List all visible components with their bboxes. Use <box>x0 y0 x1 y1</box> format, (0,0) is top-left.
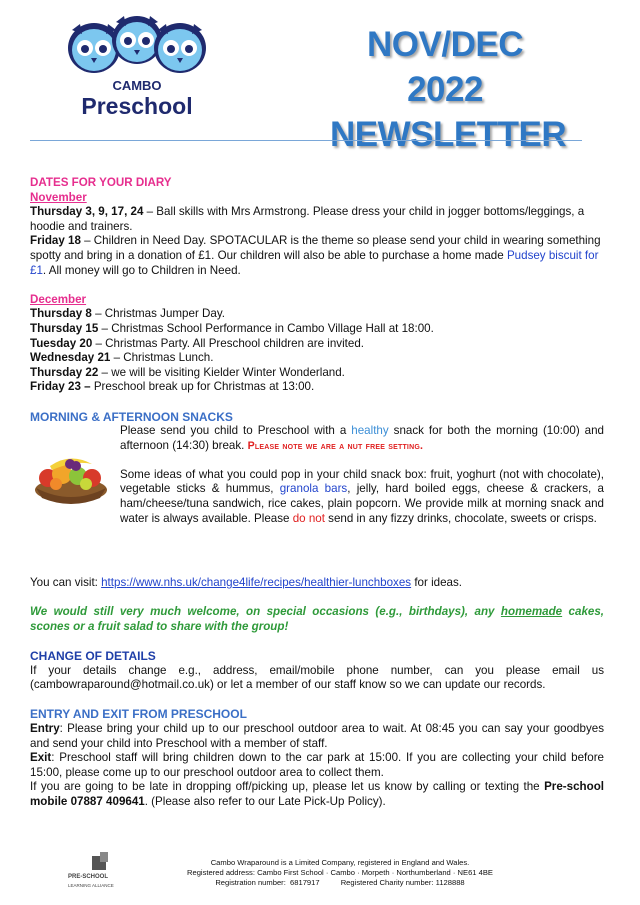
entry-text: Entry: Please bring your child up to our preschool outdoor area to wait. At 08:45 you can say your goodbyes and send your child into Preschool with a member of staff. <box>30 722 604 750</box>
learning-alliance-logo <box>66 852 116 892</box>
diary-item: Thursday 15 – Christmas School Performance in Cambo Village Hall at 18:00. <box>30 321 434 335</box>
details-heading: CHANGE OF DETAILS <box>30 649 156 664</box>
granola-highlight: granola bars <box>279 482 348 496</box>
logo-line2: Preschool <box>81 93 193 119</box>
healthy-highlight: healthy <box>351 424 389 438</box>
december-heading: December <box>30 292 87 306</box>
diary-item: Wednesday 21 – Christmas Lunch. <box>30 351 214 365</box>
footer <box>140 858 540 888</box>
snacks-section <box>30 424 604 576</box>
title-line2: NEWSLETTER <box>330 115 567 154</box>
diary-item: Friday 18 – Children in Need Day. SPOTACULAR is the theme so please send your child in wearing something spotty and bring in a donation of £1. Our children will also be able to purchase a home made Pudsey biscuit for £1. All money will go to Children in Need. <box>30 234 601 277</box>
diary-item: Tuesday 20 – Christmas Party. All Preschool children are invited. <box>30 336 365 350</box>
newsletter-title <box>330 22 567 157</box>
diary-item: Thursday 3, 9, 17, 24 – Ball skills with Mrs Armstrong. Please dress your child in jogger bottoms/leggings, a hoodie and trainers. <box>30 205 585 233</box>
nut-free-notice: Please note we are a nut free setting. <box>247 439 424 452</box>
newsletter-body <box>30 176 604 810</box>
footer-line2: Registered address: Cambo First School · Cambo · Morpeth · Northumberland · NE61 4BE <box>187 868 493 877</box>
entry-heading: ENTRY AND EXIT FROM PRESCHOOL <box>30 707 247 722</box>
owl-right-icon <box>154 23 206 73</box>
diary-item: Thursday 8 – Christmas Jumper Day. <box>30 307 226 321</box>
fruit-basket-image <box>30 444 112 506</box>
owl-left-icon <box>68 23 120 73</box>
owl-middle-icon <box>112 16 162 64</box>
diary-item: Thursday 22 – we will be visiting Kielder Winter Wonderland. <box>30 365 345 379</box>
exit-text: Exit: Preschool staff will bring children down to the car park at 15:00. If you are collecting your child before 15:00, please come up to our preschool outdoor area to collect them. <box>30 751 604 779</box>
footer-line1: Cambo Wraparound is a Limited Company, registered in England and Wales. <box>210 858 470 867</box>
snacks-text: Please send you child to Preschool with a healthy snack for both the morning (10:00) and afternoon (14:30) break. Please note we are a nut free setting. Some ideas of what you could pop in your child snack box: fruit, yoghurt (not with chocolate), vegetable sticks & hummus, granola bars, jelly, hard boiled eggs, cheese & crackers, a ham/cheese/tuna sandwich, rice cakes, plain popcorn. We provide milk at morning snack and water is always available. Please do not send in any fizzy drinks, chocolate, sweets or crisps. <box>120 424 605 525</box>
logo-line1: CAMBO <box>112 78 162 93</box>
diary-heading: DATES FOR YOUR DIARY <box>30 176 172 189</box>
late-text: If you are going to be late in dropping off/picking up, please let us know by calling or texting the Pre-school mobile 07887 409641. (Please also refer to our Late Pick-Up Policy). <box>30 780 604 808</box>
details-text: If your details change e.g., address, email/mobile phone number, can you please email us (cambowraparound@hotmail.co.uk) or let a member of our staff know so we can update our records. <box>30 663 604 692</box>
footer-line3: Registration number: 6817917 Registered Charity number: 1128888 <box>215 878 465 887</box>
preschool-mobile: Pre-school mobile 07887 409641 <box>30 780 604 808</box>
homemade-note: We would still very much welcome, on special occasions (e.g., birthdays), any homemade cakes, scones or a fruit salad to share with the group! <box>30 605 605 633</box>
nhs-lunchbox-link[interactable]: https://www.nhs.uk/change4life/recipes/healthier-lunchboxes <box>101 576 412 590</box>
diary-item: Friday 23 – Preschool break up for Christmas at 13:00. <box>30 380 315 394</box>
header-divider <box>30 140 582 141</box>
svg-text:PRE-SCHOOL: PRE-SCHOOL <box>68 874 109 880</box>
snacks-heading: MORNING & AFTERNOON SNACKS <box>30 409 233 424</box>
pudsey-highlight: Pudsey biscuit for £1 <box>30 248 599 277</box>
november-heading: November <box>30 190 87 204</box>
svg-text:LEARNING ALLIANCE: LEARNING ALLIANCE <box>68 883 114 888</box>
do-not-highlight: do not <box>292 511 325 525</box>
title-line1: NOV/DEC 2022 <box>367 25 523 109</box>
visit-line: You can visit: https://www.nhs.uk/change4life/recipes/healthier-lunchboxes for ideas. <box>30 576 463 590</box>
cambo-preschool-logo <box>62 14 212 120</box>
